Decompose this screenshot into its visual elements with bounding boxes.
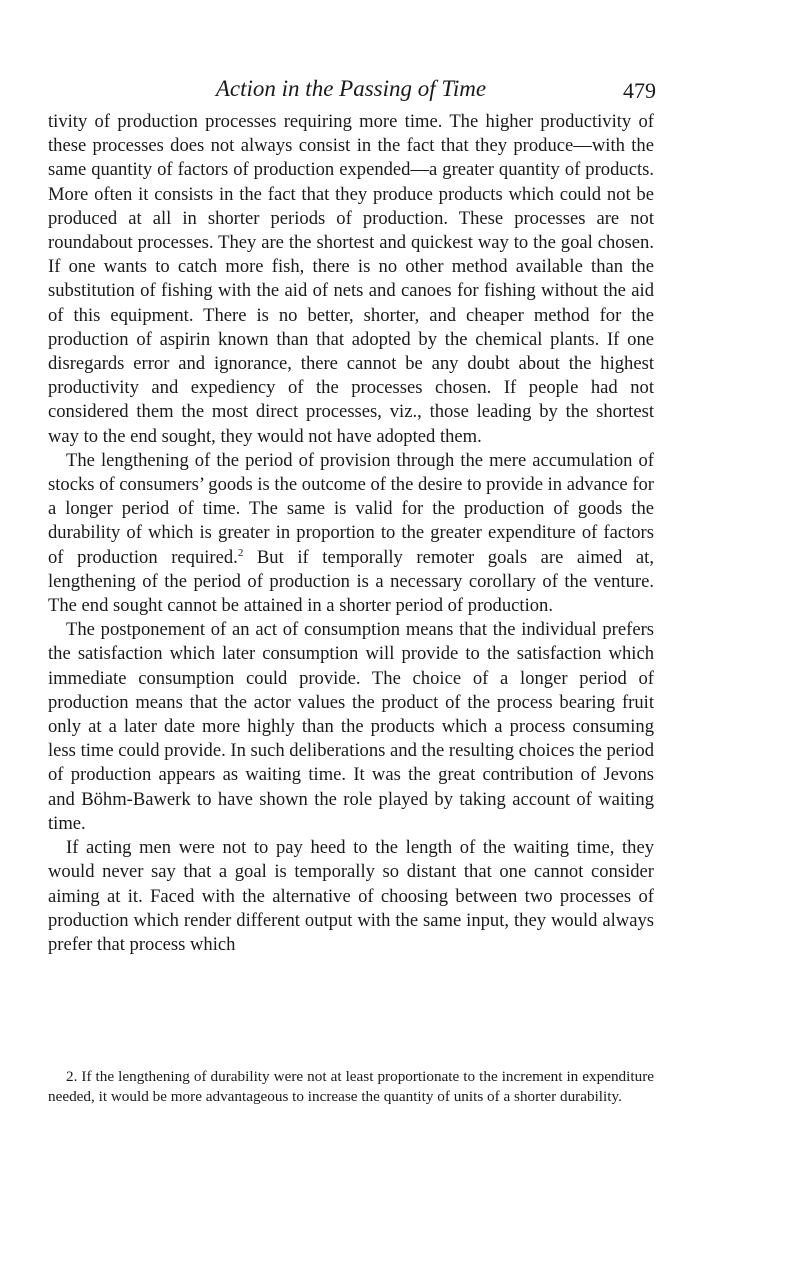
- footnote-reference: 2: [237, 546, 244, 559]
- paragraph-2: [48, 449, 654, 618]
- paragraph-3: The postponement of an act of consumption means that the individual prefers the satisfaction which later consumption will provide to the satisfaction which immediate consumption could provide. The choice of a longer period of production means that the actor values the product of the process bearing fruit only at a later date more highly than the products which a process consuming less time could provide. In such deliberations and the resulting choices the period of production appears as waiting time. It was the great contribution of Jevons and Böhm-Bawerk to have shown the role played by taking account of waiting time.: [48, 619, 654, 834]
- running-title: Action in the Passing of Time: [215, 76, 487, 101]
- running-head: [48, 74, 654, 104]
- paragraph-1: tivity of production processes requiring more time. The higher productivity of these processes does not always consist in the fact that they produce—with the same quantity of factors of production expended—a greater quantity of products. More often it consists in the fact that they produce products which could not be produced at all in shorter periods of production. These processes are not roundabout processes. They are the shortest and quickest way to the goal chosen. If one wants to catch more fish, there is no other method available than the substitution of fishing with the aid of nets and canoes for fishing without the aid of this equipment. There is no better, shorter, and cheaper method for the production of aspirin known than that adopted by the chemical plants. If one disregards error and ignorance, there cannot be any doubt about the highest productivity and expediency of the processes chosen. If people had not considered them the most direct processes, viz., those leading by the shortest way to the end sought, they would not have adopted them.: [48, 111, 654, 447]
- paragraph-2-text-after: But if temporally remoter goals are aimed at, lengthening of the period of production is a necessary corollary of the venture. The end sought cannot be attained in a shorter period of production.: [48, 546, 654, 617]
- paragraph-4: If acting men were not to pay heed to the length of the waiting time, they would never say that a goal is temporally so distant that one cannot consider aiming at it. Faced with the alternative of choosing between two processes of production which render different output with the same input, they would always prefer that process which: [48, 837, 654, 955]
- paragraph-2-text-before: The lengthening of the period of provision through the mere accumulation of stocks of consumers’ goods is the outcome of the desire to provide in advance for a longer period of time. The same is valid for the production of goods the durability of which is greater in proportion to the greater expenditure of factors of production required.: [48, 449, 654, 568]
- page-number: 479: [623, 78, 656, 103]
- body-text: [48, 110, 654, 957]
- footnote: 2. If the lengthening of durability were not at least proportionate to the increment in expenditure needed, it would be more advantageous to increase the quantity of units of a shorter durability.: [48, 1068, 654, 1105]
